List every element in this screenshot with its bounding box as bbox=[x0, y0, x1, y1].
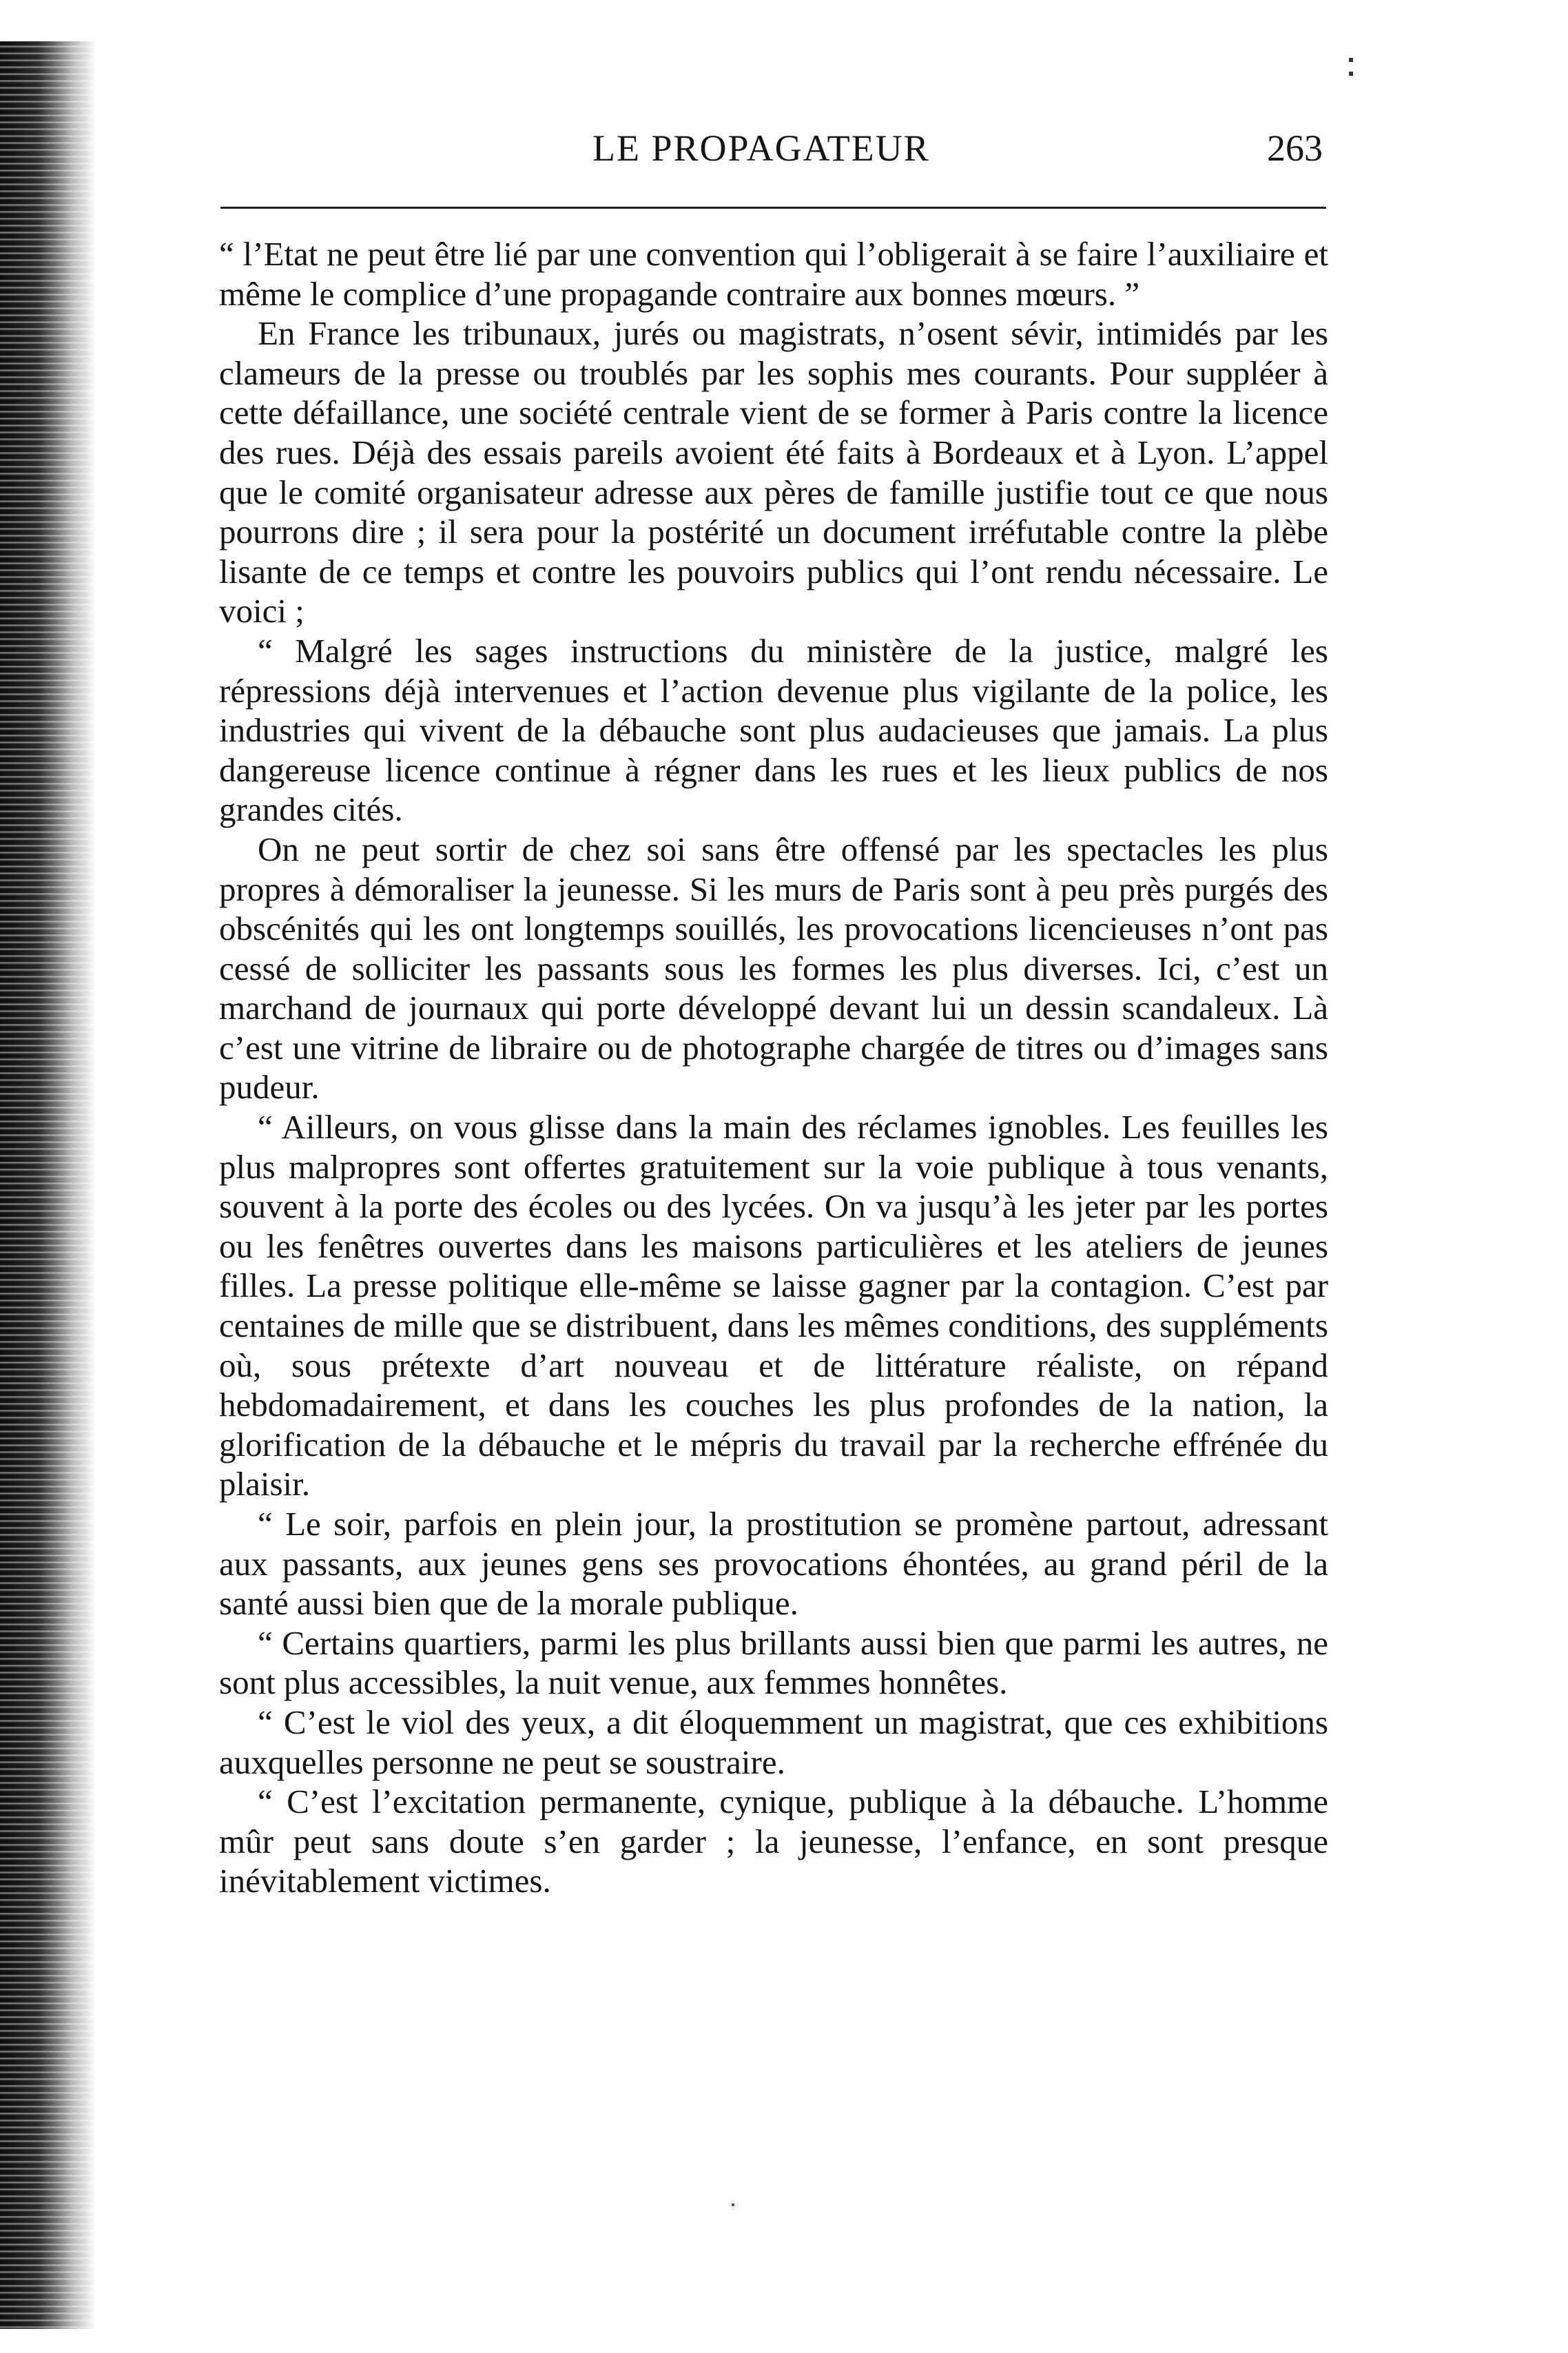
body-text bbox=[219, 234, 1328, 1901]
scan-speck bbox=[732, 2203, 734, 2206]
paragraph: “ C’est le viol des yeux, a dit éloquemment un magistrat, que ces exhibitions auxquelles personne ne peut se soustraire. bbox=[219, 1703, 1328, 1781]
paragraph: “ Le soir, parfois en plein jour, la prostitution se promène partout, adressant aux passants, aux jeunes gens ses provocations éhontées, au grand péril de la santé aussi bien que de la morale publique. bbox=[219, 1505, 1328, 1623]
page-number: 263 bbox=[1267, 127, 1323, 169]
paragraph: “ C’est l’excitation permanente, cynique, publique à la débauche. L’homme mûr peut sans doute s’en garder ; la jeunesse, l’enfance, en sont presque inévitablement victimes. bbox=[219, 1782, 1328, 1900]
paragraph: “ Malgré les sages instructions du ministère de la justice, malgré les répressions déjà intervenues et l’action devenue plus vigilante de la police, les industries qui vivent de la débauche sont plus audacieuses que jamais. La plus dangereuse licence continue à régner dans les rues et les lieux publics de nos grandes cités. bbox=[219, 631, 1328, 829]
paragraph: “ Ailleurs, on vous glisse dans la main des réclames ignobles. Les feuilles les plus malpropres sont offertes gratuitement sur la voie publique à tous venants, souvent à la porte des écoles ou des lycées. On va jusqu’à les jeter par les portes ou les fenêtres ouvertes dans les maisons particulières et les ateliers de jeunes filles. La presse politique elle-même se laisse gagner par la contagion. C’est par centaines de mille que se distribuent, dans les mêmes conditions, des suppléments où, sous prétexte d’art nouveau et de littérature réaliste, on répand hebdomadairement, et dans les couches les plus profondes de la nation, la glorification de la débauche et le mépris du travail par la recherche effrénée du plaisir. bbox=[219, 1108, 1328, 1503]
scan-speck bbox=[1349, 72, 1353, 76]
paragraph: “ Certains quartiers, parmi les plus brillants aussi bien que parmi les autres, ne sont plus accessibles, la nuit venue, aux femmes honnêtes. bbox=[219, 1623, 1328, 1702]
paragraph: “ l’Etat ne peut être lié par une convention qui l’obligerait à se faire l’auxiliaire et même le complice d’une propagande contraire aux bonnes mœurs. ” bbox=[219, 235, 1328, 313]
paragraph: En France les tribunaux, jurés ou magistrats, n’osent sévir, intimidés par les clameurs de la presse ou troublés par les sophis mes courants. Pour suppléer à cette défaillance, une société centrale vient de se former à Paris contre la licence des rues. Déjà des essais pareils avoient été faits à Bordeaux et à Lyon. L’appel que le comité organisateur adresse aux pères de famille justifie tout ce que nous pourrons dire ; il sera pour la postérité un document irréfutable contre la plèbe lisante de ce temps et contre les pouvoirs publics qui l’ont rendu nécessaire. Le voici ; bbox=[219, 314, 1328, 630]
scan-speck bbox=[1349, 58, 1353, 62]
page-header bbox=[220, 124, 1323, 172]
running-title: LE PROPAGATEUR bbox=[592, 127, 930, 169]
paragraph: On ne peut sortir de chez soi sans être offensé par les spectacles les plus propres à démoraliser la jeunesse. Si les murs de Paris sont à peu près purgés des obscénités qui les ont longtemps souillés, les provocations licencieuses n’ont pas cessé de solliciter les passants sous les formes les plus diverses. Ici, c’est un marchand de journaux qui porte développé devant lui un dessin scandaleux. Là c’est une vitrine de libraire ou de photographe chargée de titres ou d’images sans pudeur. bbox=[219, 830, 1328, 1107]
scanned-binding-edge bbox=[0, 41, 96, 2329]
header-rule bbox=[220, 207, 1326, 209]
